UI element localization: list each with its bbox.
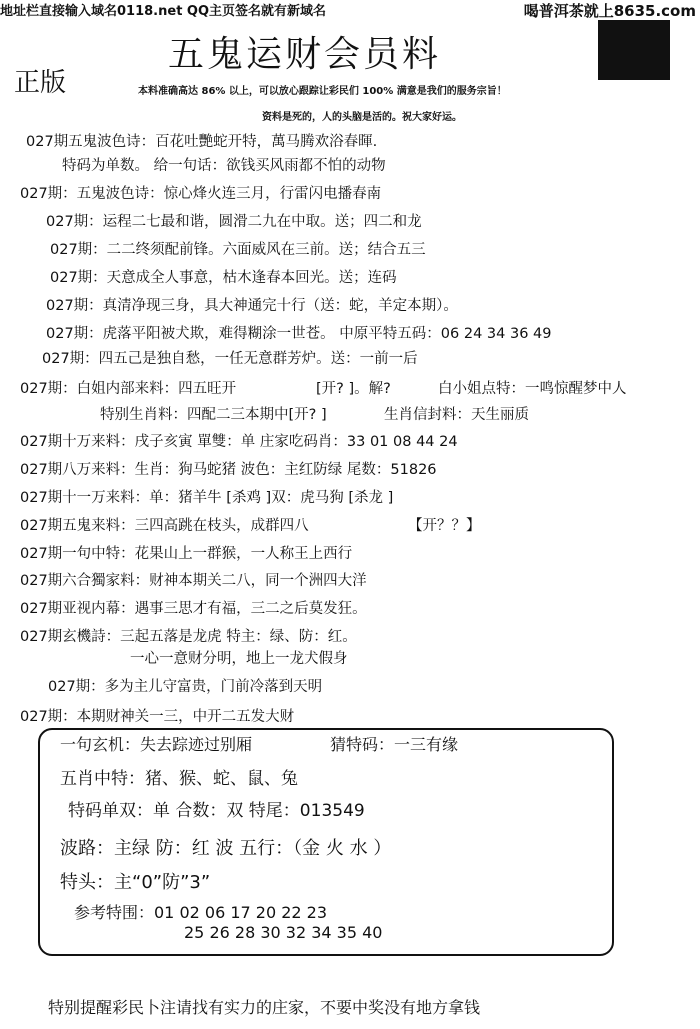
line-3: 027期：五鬼波色诗：惊心烽火连三月，行雷闪电播春南	[20, 186, 382, 202]
box-line-5: 特头：主“0”防”3”	[60, 872, 211, 893]
line-13: 027期八万来料：生肖：狗马蛇猪 波色：主红防绿 尾数：51826	[20, 462, 437, 478]
box-line-3: 特码单双：单 合数：双 特尾：013549	[68, 801, 365, 821]
black-block	[598, 20, 670, 80]
line-9: 027期：四五己是独自愁，一任无意群芳炉。送：一前一后	[42, 351, 418, 367]
line-18: 027期亚视内幕：遇事三思才有福，三二之后莫发狂。	[20, 601, 367, 617]
header-left-text: 地址栏直接输入域名0118.net QQ主页签名就有新域名	[0, 4, 327, 19]
line-15b: 【开？？】	[408, 518, 481, 534]
box-line-1a: 一句玄机：失去踪迹过别厢	[60, 735, 253, 754]
line-10c: 白小姐点特：一鸣惊醒梦中人	[438, 381, 627, 397]
line-12: 027期十万来料：戌子亥寅 單雙：单 庄家吃码肖：33 01 08 44 24	[20, 434, 458, 450]
box-line-7: 25 26 28 30 32 34 35 40	[184, 923, 383, 942]
line-16: 027期一句中特：花果山上一群猴，一人称王上西行	[20, 546, 353, 562]
line-20: 一心一意财分明，地上一龙犬假身	[130, 651, 348, 667]
line-7: 027期：真清净现三身，具大神通完十行（送：蛇，羊定本期）。	[46, 298, 458, 314]
box-line-2: 五肖中特：猪、猴、蛇、鼠、兔	[60, 769, 298, 789]
line-14: 027期十一万来料：单：猪羊牛 [杀鸡 ]双：虎马狗 [杀龙 ]	[20, 490, 394, 506]
line-6: 027期：天意成全人事意，枯木逢春本回光。送；连码	[50, 270, 397, 286]
header-right-text: 喝普洱茶就上8635.com	[523, 2, 696, 20]
line-4: 027期：运程二七最和谐，圆滑二九在中取。送；四二和龙	[46, 214, 422, 230]
line-22: 027期：本期财神关一三，中开二五发大财	[20, 709, 295, 725]
line-8: 027期：虎落平阳被犬欺，难得糊涂一世苍。 中原平特五码：06 24 34 36 49	[46, 326, 552, 342]
edition-label: 正版	[14, 68, 67, 98]
line-1: 027期五鬼波色诗：百花吐艷蛇开特，萬马腾欢浴春暉.	[26, 134, 378, 150]
subtitle-luck: 资料是死的，人的头脑是活的。祝大家好运。	[262, 112, 462, 123]
line-11b: 生肖信封料：天生丽质	[384, 407, 529, 423]
line-5: 027期：二二终须配前锋。六面威风在三前。送；结合五三	[50, 242, 426, 258]
line-19: 027期玄機詩：三起五落是龙虎 特主：绿、防：红。	[20, 629, 357, 645]
box-line-1b: 猜特码：一三有缘	[330, 735, 459, 754]
line-2: 特码为单数。 给一句话：欲钱买风雨都不怕的动物	[62, 158, 386, 174]
box-line-4: 波路：主绿 防：红 波 五行：（金 火 水 ）	[60, 838, 392, 859]
summary-box	[38, 728, 614, 956]
footer-note: 特别提醒彩民卜注请找有实力的庄家，不要中奖没有地方拿钱	[48, 998, 481, 1017]
line-10b: [开? ]。解?	[316, 381, 391, 397]
page-title: 五鬼运财会员料	[168, 34, 442, 75]
line-11a: 特别生肖料：四配二三本期中[开? ]	[100, 407, 327, 423]
subtitle-accuracy: 本料准确高达 86% 以上，可以放心跟踪让彩民们 100% 满意是我们的服务宗旨！	[138, 86, 507, 97]
line-10a: 027期：白姐内部来料：四五旺开	[20, 381, 237, 397]
line-17: 027期六合獨家料：财神本期关二八，同一个洲四大洋	[20, 573, 367, 589]
line-21: 027期：多为主儿守富贵，门前冷落到天明	[48, 679, 323, 695]
line-15a: 027期五鬼来料：三四高跳在枝头，成群四八	[20, 518, 309, 534]
box-line-6: 参考特围：01 02 06 17 20 22 23	[74, 903, 328, 922]
